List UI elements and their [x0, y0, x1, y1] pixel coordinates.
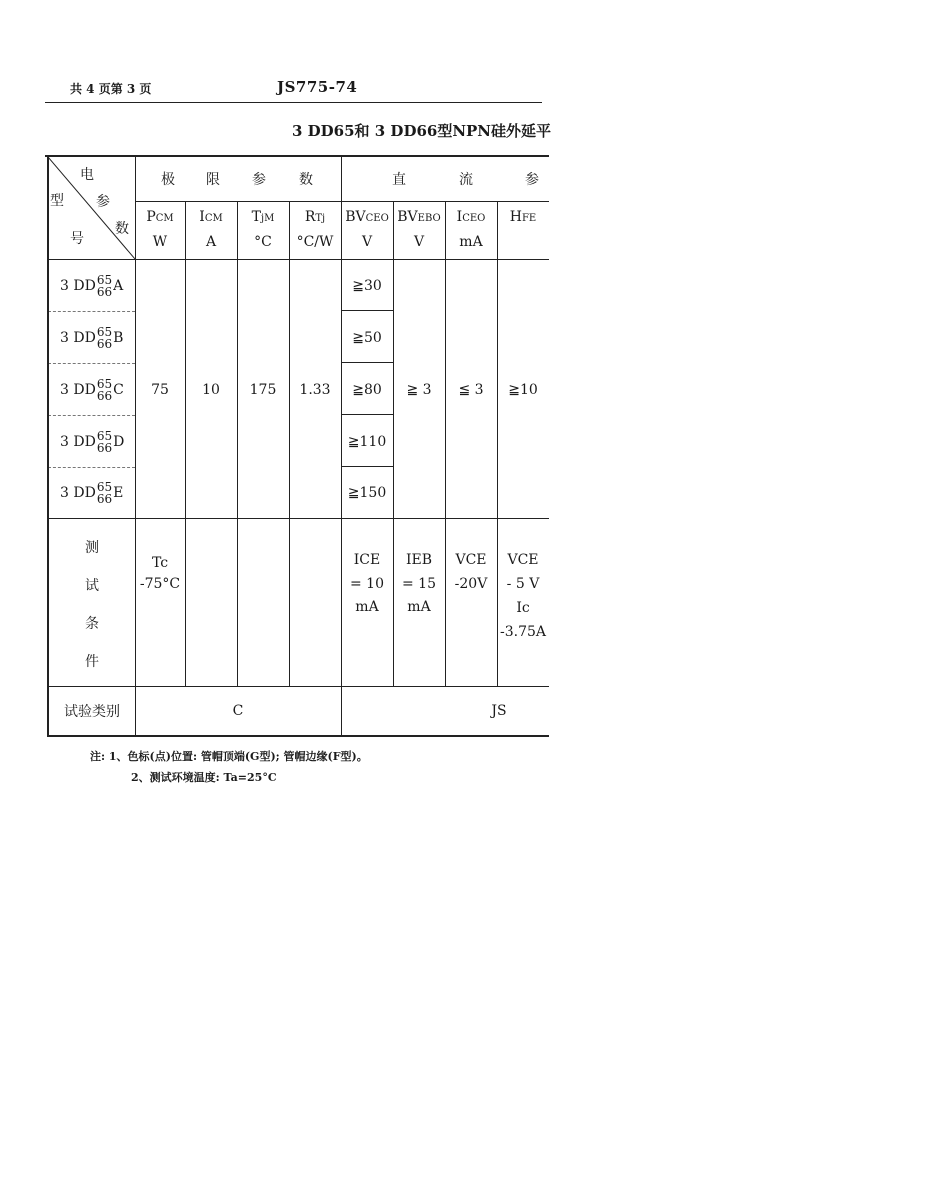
col-subscript: CM	[155, 213, 174, 224]
icm-value: 10	[202, 382, 220, 398]
model-sub: 66	[96, 441, 113, 455]
header-bottom-rule	[48, 259, 549, 260]
model-fraction	[97, 430, 112, 454]
col-divider-3	[289, 201, 290, 686]
cond-hfe-line: - 5 V	[506, 576, 540, 592]
col-symbol: H	[509, 209, 522, 225]
bvceo-value: ≧110	[347, 434, 387, 450]
document-code: JS775-74	[277, 78, 358, 96]
model-fraction	[97, 274, 112, 298]
group-limits-char-4: 数	[299, 172, 313, 188]
col-header-hfe	[510, 209, 536, 225]
col-unit-iceo: mA	[459, 234, 483, 250]
model-sub: 66	[96, 337, 113, 351]
col-header-pcm	[146, 209, 173, 225]
cond-pcm-line: Tc	[151, 555, 169, 571]
col-symbol: BV	[397, 209, 418, 225]
model-name	[60, 430, 124, 454]
col-subscript: FE	[521, 213, 537, 224]
model-suffix: A	[113, 278, 124, 294]
model-prefix: 3 DD	[60, 485, 96, 501]
group-limits-char-3: 参	[252, 172, 266, 188]
diag-label-top: 电	[80, 167, 94, 183]
bvebo-value: ≧ 3	[406, 382, 432, 398]
col-header-bvceo	[345, 209, 389, 225]
model-row-rule-1	[48, 311, 135, 312]
note-1: 注: 1、色标(点)位置: 管帽顶端(G型); 管帽边缘(F型)。	[90, 750, 368, 763]
bvceo-row-rule-3	[342, 414, 393, 415]
model-sup: 65	[96, 325, 113, 339]
col-unit-bvceo: V	[361, 234, 373, 250]
note-2: 2、测试环境温度: Ta=25°C	[131, 771, 277, 784]
col-subscript: CEO	[462, 213, 486, 224]
bvceo-row-rule-2	[342, 362, 393, 363]
col-symbol: BV	[345, 209, 366, 225]
col-header-tjm	[252, 209, 275, 225]
model-prefix: 3 DD	[60, 434, 96, 450]
model-sup: 65	[96, 429, 113, 443]
model-name	[60, 378, 124, 402]
col-divider-5	[445, 201, 446, 686]
bvceo-value: ≧80	[352, 382, 382, 398]
col-subscript: CM	[204, 213, 223, 224]
cond-bvceo-line: mA	[355, 599, 379, 615]
col-unit-rtj: °C/W	[296, 234, 334, 250]
bvceo-row-rule-1	[342, 310, 393, 311]
cond-pcm-line: -75°C	[139, 576, 181, 592]
model-row-rule-4	[48, 467, 135, 468]
model-sub: 66	[96, 492, 113, 506]
bvceo-value: ≧30	[352, 278, 382, 294]
iceo-value: ≦ 3	[458, 382, 484, 398]
model-sup: 65	[96, 480, 113, 494]
col-unit-icm: A	[205, 234, 217, 250]
group-dc-char-1: 直	[392, 172, 406, 188]
cond-bvebo-line: mA	[407, 599, 431, 615]
model-row-rule-2	[48, 363, 135, 364]
test-label-char: 试	[85, 578, 99, 594]
model-fraction	[97, 326, 112, 350]
col-header-bvebo	[397, 209, 440, 225]
cond-bvceo-line: = 10	[350, 576, 384, 592]
col-unit-bvebo: V	[413, 234, 425, 250]
group-limits-char-1: 极	[161, 172, 175, 188]
model-col-divider	[135, 155, 136, 737]
col-header-icm	[199, 209, 222, 225]
col-subscript: CEO	[365, 213, 389, 224]
diag-label-left: 型	[50, 193, 64, 209]
bvceo-value: ≧150	[347, 485, 387, 501]
cond-hfe-line: VCE	[507, 552, 539, 568]
model-name	[60, 326, 123, 350]
cond-hfe-line: -3.75A	[499, 624, 547, 640]
pcm-value: 75	[151, 382, 169, 398]
group-dc-char-2: 流	[459, 172, 473, 188]
model-sub: 66	[96, 285, 113, 299]
col-symbol: I	[199, 209, 205, 225]
diag-label-bottom: 号	[70, 231, 84, 247]
table-bottom-rule	[48, 735, 549, 737]
cond-hfe-line: Ic	[516, 600, 530, 616]
test-label-char: 条	[85, 616, 99, 632]
col-subscript: Tj	[315, 213, 326, 224]
model-fraction	[97, 378, 112, 402]
cond-bvebo-line: = 15	[402, 576, 436, 592]
test-label-char: 件	[85, 654, 99, 670]
hfe-value: ≧10	[508, 382, 538, 398]
category-dc: JS	[491, 703, 507, 719]
group-dc-char-3: 参	[525, 172, 539, 188]
category-limits: C	[232, 703, 244, 719]
model-sup: 65	[96, 273, 113, 287]
models-bottom-rule	[48, 518, 549, 519]
model-prefix: 3 DD	[60, 278, 96, 294]
model-suffix: E	[113, 485, 124, 501]
col-subscript: EBO	[417, 213, 441, 224]
cond-bvebo-line: IEB	[405, 552, 433, 568]
col-subscript: jM	[261, 213, 275, 224]
col-header-iceo	[457, 209, 486, 225]
col-symbol: P	[146, 209, 156, 225]
category-label: 试验类别	[64, 704, 120, 720]
cond-iceo-line: -20V	[454, 576, 488, 592]
model-name	[60, 481, 123, 505]
group-limits-char-2: 限	[206, 172, 220, 188]
col-divider-4	[393, 201, 394, 686]
col-divider-2	[237, 201, 238, 686]
test-label-char: 测	[85, 540, 99, 556]
model-suffix: C	[113, 382, 124, 398]
model-name	[60, 274, 123, 298]
document-title: 3 DD65和 3 DD66型NPN硅外延平	[292, 122, 552, 140]
model-suffix: D	[113, 434, 125, 450]
model-sub: 66	[96, 389, 113, 403]
col-symbol: I	[456, 209, 463, 225]
model-sup: 65	[96, 377, 113, 391]
col-unit-pcm: W	[152, 234, 168, 250]
conditions-bottom-rule	[48, 686, 549, 687]
diag-label-right: 数	[115, 221, 129, 237]
diag-label-middle: 参	[96, 194, 110, 210]
col-symbol: R	[304, 209, 316, 225]
tjm-value: 175	[249, 382, 277, 398]
col-divider-6	[497, 201, 498, 686]
cond-bvceo-line: ICE	[353, 552, 381, 568]
model-row-rule-3	[48, 415, 135, 416]
col-unit-tjm: °C	[254, 234, 272, 250]
bvceo-row-rule-4	[342, 466, 393, 467]
header-rule	[45, 102, 542, 103]
model-fraction	[97, 481, 112, 505]
model-suffix: B	[113, 330, 124, 346]
model-prefix: 3 DD	[60, 382, 96, 398]
col-divider-1	[185, 201, 186, 686]
group-header-rule	[135, 201, 549, 202]
group-divider	[341, 155, 342, 737]
model-prefix: 3 DD	[60, 330, 96, 346]
rtj-value: 1.33	[299, 382, 331, 398]
bvceo-value: ≧50	[352, 330, 382, 346]
page-info: 共 4 页第 3 页	[70, 82, 152, 96]
cond-iceo-line: VCE	[455, 552, 487, 568]
col-header-rtj	[305, 209, 325, 225]
col-symbol: T	[251, 209, 261, 225]
